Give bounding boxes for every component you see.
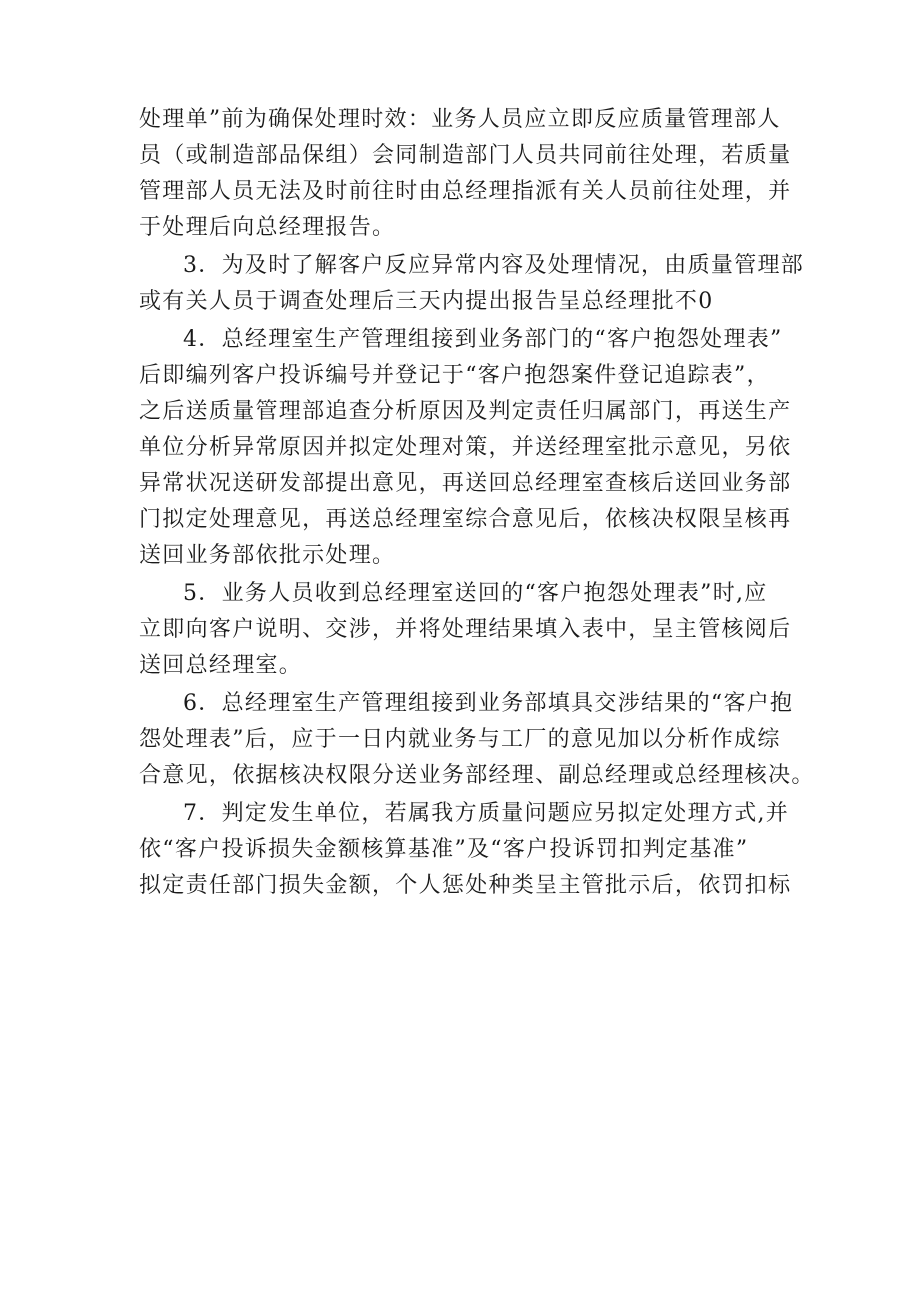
text-line: 依“客户投诉损失金额核算基准”及“客户投诉罚扣判定基准” bbox=[139, 837, 749, 862]
text-line: 员（或制造部品保组）会同制造部门人员共同前往处理，若质量 bbox=[139, 143, 792, 168]
text-line: 或有关人员于调查处理后三天内提出报告呈总经理批不0 bbox=[139, 289, 714, 314]
text-line: 于处理后向总经理报告。 bbox=[139, 215, 396, 240]
paragraph-item-7 bbox=[139, 802, 805, 898]
text-line: 4．总经理室生产管理组接到业务部门的“客户抱怨处理表” bbox=[183, 327, 783, 352]
text-line: 单位分析异常原因并拟定处理对策，并送经理室批示意见，另依 bbox=[139, 435, 792, 460]
text-line: 拟定责任部门损失金额，个人惩处种类呈主管批示后，依罚扣标 bbox=[139, 873, 792, 898]
text-line: 处理单”前为确保处理时效：业务人员应立即反应质量管理部人 bbox=[139, 107, 781, 132]
text-line: 门拟定处理意见，再送总经理室综合意见后，依核决权限呈核再 bbox=[139, 507, 792, 532]
text-line: 立即向客户说明、交涉，并将处理结果填入表中，呈主管核阅后 bbox=[139, 617, 792, 642]
paragraph-item-3 bbox=[139, 254, 805, 314]
paragraph-item-6 bbox=[139, 691, 815, 788]
document-page bbox=[139, 107, 815, 910]
paragraph-item-5 bbox=[139, 582, 805, 678]
paragraph-item-4 bbox=[139, 328, 805, 568]
text-line: 7．判定发生单位，若属我方质量问题应另拟定处理方式,并 bbox=[183, 801, 790, 826]
paragraph-continuation bbox=[139, 108, 805, 240]
text-line: 送回总经理室。 bbox=[139, 653, 303, 678]
text-line: 管理部人员无法及时前往时由总经理指派有关人员前往处理，并 bbox=[139, 179, 792, 204]
text-line: 3．为及时了解客户反应异常内容及处理情况，由质量管理部 bbox=[183, 253, 805, 278]
text-line: 5．业务人员收到总经理室送回的“客户抱怨处理表”时,应 bbox=[183, 581, 768, 606]
text-line: 后即编列客户投诉编号并登记于“客户抱怨案件登记追踪表”， bbox=[139, 363, 770, 388]
text-line: 合意见，依据核决权限分送业务部经理、副总经理或总经理核决。 bbox=[139, 763, 815, 788]
text-line: 送回业务部依批示处理。 bbox=[139, 543, 396, 568]
text-line: 之后送质量管理部追查分析原因及判定责任归属部门，再送生产 bbox=[139, 399, 792, 424]
text-line: 异常状况送研发部提出意见，再送回总经理室查核后送回业务部 bbox=[139, 471, 792, 496]
text-line: 怨处理表”后，应于一日内就业务与工厂的意见加以分析作成综 bbox=[139, 727, 781, 752]
text-line: 6．总经理室生产管理组接到业务部填具交涉结果的“客户抱 bbox=[183, 691, 794, 716]
